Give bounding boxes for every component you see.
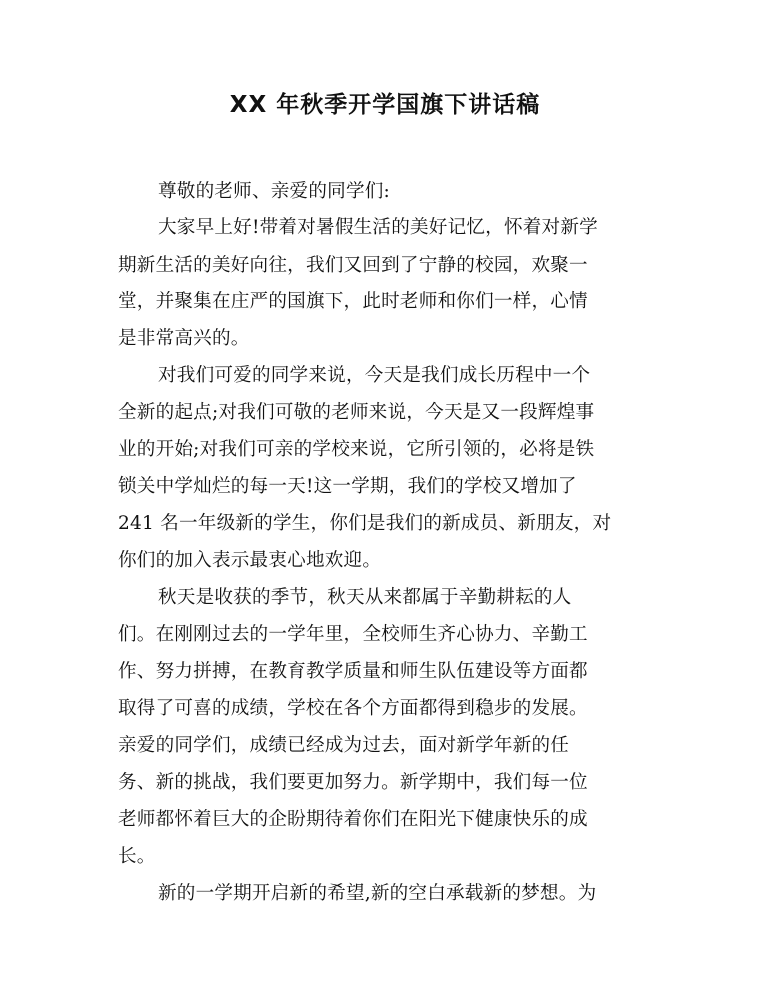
- text-line: 作、努力拼搏，在教育教学质量和师生队伍建设等方面都: [118, 661, 588, 682]
- text-line: 亲爱的同学们，成绩已经成为过去，面对新学年新的任: [118, 735, 570, 756]
- text-line: 务、新的挑战，我们要更加努力。新学期中，我们每一位: [118, 772, 588, 793]
- text-line: 秋天是收获的季节，秋天从来都属于辛勤耕耘的人: [158, 587, 572, 608]
- text-line: 堂，并聚集在庄严的国旗下，此时老师和你们一样，心情: [118, 291, 588, 312]
- text-line: 锁关中学灿烂的每一天!这一学期，我们的学校又增加了: [118, 476, 577, 497]
- text-line: 你们的加入表示最衷心地欢迎。: [118, 550, 382, 571]
- text-line: 全新的起点;对我们可敬的老师来说，今天是又一段辉煌事: [118, 402, 595, 423]
- text-line: 新的一学期开启新的希望,新的空白承载新的梦想。为: [158, 883, 597, 904]
- text-line: 取得了可喜的成绩，学校在各个方面都得到稳步的发展。: [118, 698, 588, 719]
- text-line: 老师都怀着巨大的企盼期待着你们在阳光下健康快乐的成: [118, 809, 588, 830]
- text-line: 241 名一年级新的学生，你们是我们的新成员、新朋友，对: [118, 513, 612, 534]
- text-line: 业的开始;对我们可亲的学校来说，它所引领的，必将是铁: [118, 439, 595, 460]
- text-line: 们。在刚刚过去的一学年里，全校师生齐心协力、辛勤工: [118, 624, 588, 645]
- text-line: 尊敬的老师、亲爱的同学们:: [158, 181, 390, 202]
- text-line: 对我们可爱的同学来说，今天是我们成长历程中一个: [158, 365, 591, 386]
- text-line: 是非常高兴的。: [118, 328, 250, 349]
- text-line: 大家早上好!带着对暑假生活的美好记忆，怀着对新学: [158, 217, 598, 238]
- text-line: 期新生活的美好向往，我们又回到了宁静的校园，欢聚一: [118, 255, 588, 276]
- text-line: 长。: [118, 846, 156, 867]
- document-title: XX 年秋季开学国旗下讲话稿: [229, 92, 541, 118]
